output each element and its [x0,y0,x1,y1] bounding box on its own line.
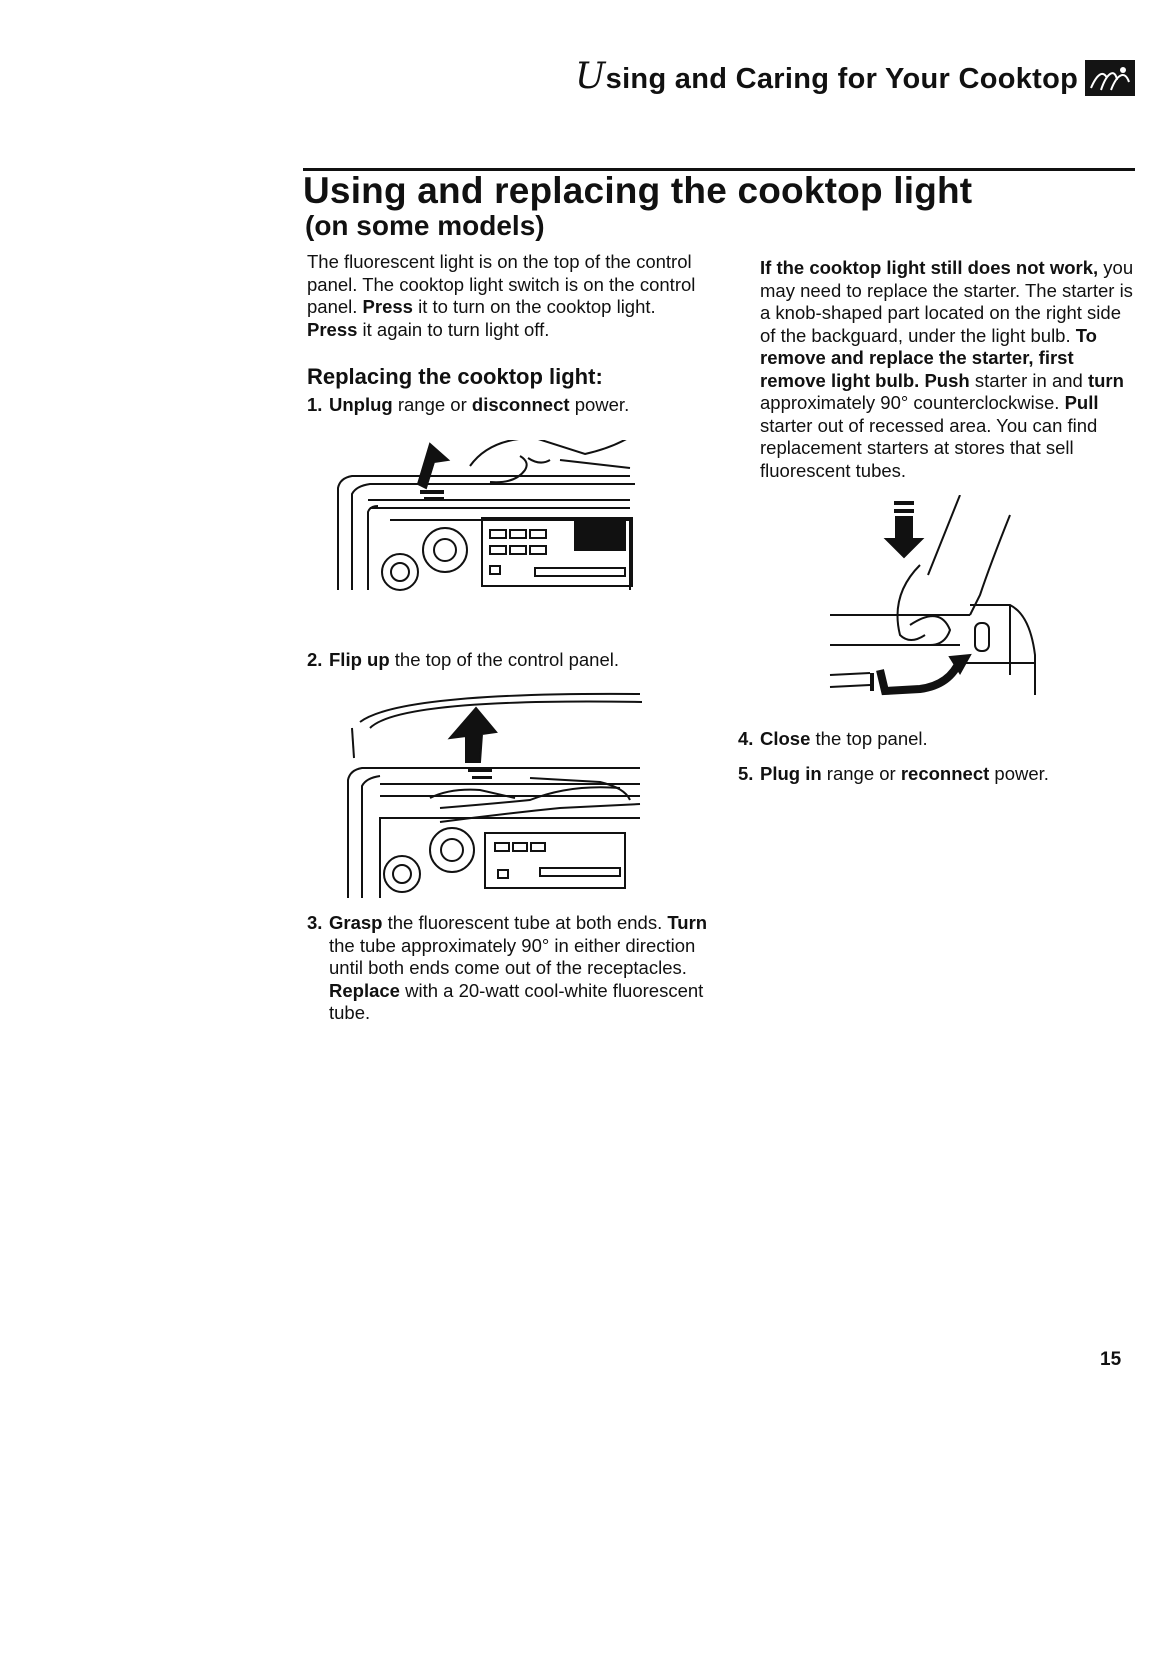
step-number: 1. [307,394,323,415]
header-title: sing and Caring for Your Cooktop [605,63,1079,95]
section-title: Using and replacing the cooktop light [303,170,973,211]
replacing-heading: Replacing the cooktop light: [307,364,603,389]
intro-text: The fluorescent light is on the top of the control panel. The cooktop light switch is on the control panel. [307,251,696,317]
step-number: 3. [307,912,323,933]
header-initial: U [575,56,606,97]
figure-unplug-lift-panel [330,440,675,630]
step-number: 2. [307,649,323,670]
starter-paragraph: If the cooktop light still does not work, you may need to replace the starter. The starter is a knob-shaped part located on the right side of the backguard, under the light bulb. To remove and replace the starter, first remove light bulb. Push starter in and turn approximately 90° counterclockwise. Pull starter out of recessed area. You can find replacement starters at stores that sell fluorescent tubes. [760,257,1134,481]
page-number: 15 [1100,1349,1122,1370]
intro-text: it again to turn light off. [357,318,550,340]
step-number: 4. [738,728,754,749]
step-text: Unplug range or disconnect power. [329,394,630,415]
figure-remove-starter [810,495,1045,700]
step-text: Grasp the fluorescent tube at both ends. Turn the tube approximately 90° in either direction until both ends come out of the receptacles. Replace with a 20-watt cool-white fluorescent tube. [329,912,708,1023]
step-text: Plug in range or reconnect power. [760,763,1049,784]
intro-text: it to turn on the cooktop light. [412,296,656,317]
step-text: Close the top panel. [760,728,928,749]
step-text: Flip up the top of the control panel. [329,649,619,670]
intro-bold: Press [307,318,358,340]
section-subtitle: (on some models) [305,210,545,241]
intro-bold: Press [362,296,413,317]
header-emblem-icon [1085,60,1135,96]
intro-paragraph [307,251,707,341]
figure-flip-up-panel [340,688,670,898]
running-header [575,56,1079,106]
step-number: 5. [738,763,754,784]
